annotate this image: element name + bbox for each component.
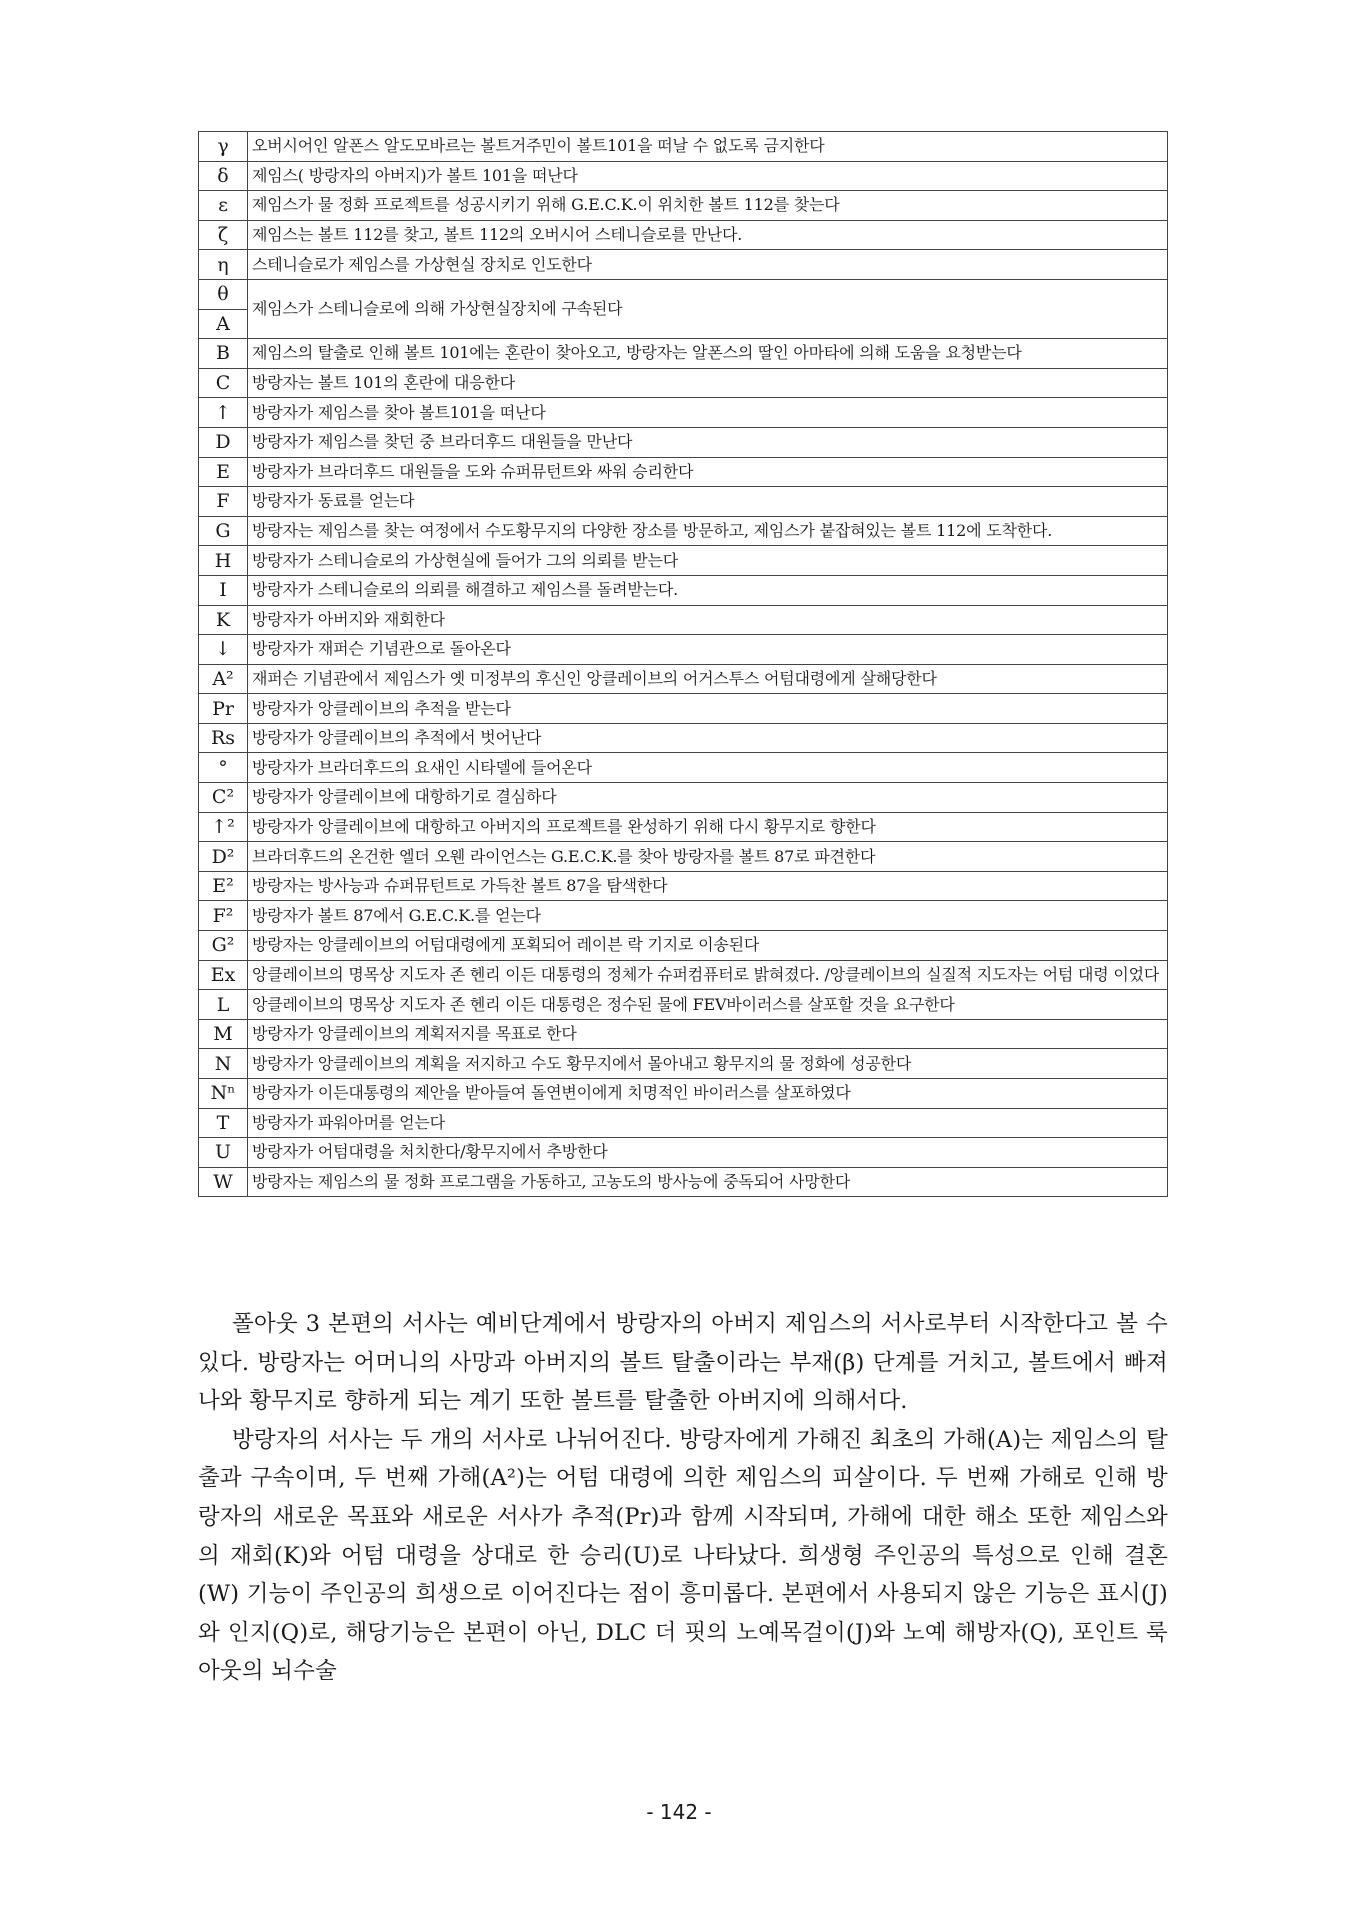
table-row: [199, 812, 1168, 842]
function-description: 방랑자가 앙클레이브에 대항하기로 결심하다: [248, 783, 1168, 813]
function-description: 브라더후드의 온건한 엘더 오웬 라이언스는 G.E.C.K.를 찾아 방랑자를 볼트 87로 파견한다: [248, 842, 1168, 872]
table-body: [199, 132, 1168, 1197]
table-row: [199, 871, 1168, 901]
function-description: 제임스가 물 정화 프로젝트를 성공시키기 위해 G.E.C.K.이 위치한 볼트 112를 찾는다: [248, 191, 1168, 221]
function-symbol: G²: [199, 931, 248, 961]
function-description: 방랑자가 앙클레이브의 계획을 저지하고 수도 황무지에서 몰아내고 황무지의 물 정화에 성공한다: [248, 1049, 1168, 1079]
table-row: [199, 398, 1168, 428]
function-description: 방랑자가 스테니슬로의 가상현실에 들어가 그의 의뢰를 받는다: [248, 546, 1168, 576]
function-symbol: ↓: [199, 635, 248, 665]
table-row: [199, 723, 1168, 753]
table-row: [199, 368, 1168, 398]
function-description: 제임스( 방랑자의 아버지)가 볼트 101을 떠난다: [248, 161, 1168, 191]
function-symbol: L: [199, 990, 248, 1020]
function-symbol: D²: [199, 842, 248, 872]
table-row: [199, 279, 1168, 309]
function-symbol: E: [199, 457, 248, 487]
function-symbol: δ: [199, 161, 248, 191]
function-symbol: F: [199, 487, 248, 517]
table-row: [199, 1049, 1168, 1079]
table-row: [199, 694, 1168, 724]
table-row: [199, 487, 1168, 517]
paragraph-1: 폴아웃 3 본편의 서사는 예비단계에서 방랑자의 아버지 제임스의 서사로부터 시작한다고 볼 수 있다. 방랑자는 어머니의 사망과 아버지의 볼트 탈출이라는 부재(β) 단계를 거치고, 볼트에서 빠져나와 황무지로 향하게 되는 계기 또한 볼트를 탈출한 아버지에 의해서다.: [198, 1311, 1168, 1415]
table-row: [199, 990, 1168, 1020]
table-row: [199, 250, 1168, 280]
function-symbol: I: [199, 575, 248, 605]
function-symbol: Nⁿ: [199, 1079, 248, 1109]
table-row: [199, 1079, 1168, 1109]
table-row: [199, 1138, 1168, 1168]
function-symbol: W: [199, 1167, 248, 1197]
table-row: [199, 753, 1168, 783]
function-symbol: U: [199, 1138, 248, 1168]
body-text: [198, 1305, 1168, 1691]
function-symbol: η: [199, 250, 248, 280]
table-row: [199, 901, 1168, 931]
table-row: [199, 1019, 1168, 1049]
function-symbol: N: [199, 1049, 248, 1079]
table-row: [199, 516, 1168, 546]
function-symbol: °: [199, 753, 248, 783]
function-symbol: A²: [199, 664, 248, 694]
function-description: 스테니슬로가 제임스를 가상현실 장치로 인도한다: [248, 250, 1168, 280]
table-row: [199, 605, 1168, 635]
function-symbol: T: [199, 1108, 248, 1138]
page-number: - 142 -: [646, 1800, 712, 1824]
function-symbol: ζ: [199, 220, 248, 250]
function-description: 방랑자가 동료를 얻는다: [248, 487, 1168, 517]
table-row: [199, 132, 1168, 162]
function-description: 앙클레이브의 명목상 지도자 존 헨리 이든 대통령은 정수된 물에 FEV바이러스를 살포할 것을 요구한다: [248, 990, 1168, 1020]
function-description: 방랑자가 앙클레이브의 추적에서 벗어난다: [248, 723, 1168, 753]
function-symbol: Pr: [199, 694, 248, 724]
function-symbol: A: [199, 309, 248, 339]
function-description: 방랑자가 앙클레이브에 대항하고 아버지의 프로젝트를 완성하기 위해 다시 황무지로 향한다: [248, 812, 1168, 842]
table-row: [199, 783, 1168, 813]
table-row: [199, 457, 1168, 487]
table-row: [199, 842, 1168, 872]
function-symbol: θ: [199, 279, 248, 309]
table-row: [199, 575, 1168, 605]
function-symbol: γ: [199, 132, 248, 162]
function-symbol: F²: [199, 901, 248, 931]
function-symbol: ↑: [199, 398, 248, 428]
function-description: 방랑자가 이든대통령의 제안을 받아들여 돌연변이에게 치명적인 바이러스를 살포하였다: [248, 1079, 1168, 1109]
table-row: [199, 664, 1168, 694]
function-description: 방랑자가 앙클레이브의 계획저지를 목표로 한다: [248, 1019, 1168, 1049]
table-row: [199, 339, 1168, 369]
function-description: 방랑자는 제임스의 물 정화 프로그램을 가동하고, 고농도의 방사능에 중독되어 사망한다: [248, 1167, 1168, 1197]
function-description: 방랑자가 볼트 87에서 G.E.C.K.를 얻는다: [248, 901, 1168, 931]
function-symbol: E²: [199, 871, 248, 901]
table-row: [199, 960, 1168, 990]
function-symbol: Rs: [199, 723, 248, 753]
function-description: 방랑자는 앙클레이브의 어텀대령에게 포획되어 레이븐 락 기지로 이송된다: [248, 931, 1168, 961]
function-symbol: Ex: [199, 960, 248, 990]
function-description: 방랑자는 제임스를 찾는 여정에서 수도황무지의 다양한 장소를 방문하고, 제임스가 붙잡혀있는 볼트 112에 도착한다.: [248, 516, 1168, 546]
table-row: [199, 161, 1168, 191]
function-description: 앙클레이브의 명목상 지도자 존 헨리 이든 대통령의 정체가 슈퍼컴퓨터로 밝혀졌다. /앙클레이브의 실질적 지도자는 어텀 대령 이었다: [248, 960, 1168, 990]
table-row: [199, 191, 1168, 221]
function-symbol: C: [199, 368, 248, 398]
table-row: [199, 546, 1168, 576]
table-row: [199, 1108, 1168, 1138]
function-symbol: C²: [199, 783, 248, 813]
function-symbol: D: [199, 427, 248, 457]
function-symbol: K: [199, 605, 248, 635]
paragraph-2: 방랑자의 서사는 두 개의 서사로 나뉘어진다. 방랑자에게 가해진 최초의 가해(A)는 제임스의 탈출과 구속이며, 두 번째 가해(A²)는 어텀 대령에 의한 제임스의 피살이다. 두 번째 가해로 인해 방랑자의 새로운 목표와 새로운 서사가 추적(Pr)과 함께 시작되며, 가해에 대한 해소 또한 제임스와의 재회(K)와 어텀 대령을 상대로 한 승리(U)로 나타났다. 희생형 주인공의 특성으로 인해 결혼(W) 기능이 주인공의 희생으로 이어진다는 점이 흥미롭다. 본편에서 사용되지 않은 기능은 표시(J)와 인지(Q)로, 해당기능은 본편이 아닌, DLC 더 핏의 노예목걸이(J)와 노예 해방자(Q), 포인트 룩아웃의 뇌수술: [198, 1426, 1168, 1685]
table-row: [199, 1167, 1168, 1197]
function-symbol: ↑²: [199, 812, 248, 842]
function-description: 방랑자가 브라더후드 대원들을 도와 슈퍼뮤턴트와 싸워 승리한다: [248, 457, 1168, 487]
function-symbol: ε: [199, 191, 248, 221]
table-row: [199, 931, 1168, 961]
function-description: 방랑자가 스테니슬로의 의뢰를 해결하고 제임스를 돌려받는다.: [248, 575, 1168, 605]
function-symbol: M: [199, 1019, 248, 1049]
function-description: 방랑자가 파워아머를 얻는다: [248, 1108, 1168, 1138]
function-description: 방랑자가 브라더후드의 요새인 시타델에 들어온다: [248, 753, 1168, 783]
function-description: 제임스는 볼트 112를 찾고, 볼트 112의 오버시어 스테니슬로를 만난다.: [248, 220, 1168, 250]
function-symbol: H: [199, 546, 248, 576]
function-description: 오버시어인 알폰스 알도모바르는 볼트거주민이 볼트101을 떠날 수 없도록 금지한다: [248, 132, 1168, 162]
function-description: 방랑자가 제임스를 찾아 볼트101을 떠난다: [248, 398, 1168, 428]
table-row: [199, 427, 1168, 457]
function-description: 방랑자가 어텀대령을 처치한다/황무지에서 추방한다: [248, 1138, 1168, 1168]
function-symbol: G: [199, 516, 248, 546]
function-symbol: B: [199, 339, 248, 369]
function-description: 방랑자가 앙클레이브의 추적을 받는다: [248, 694, 1168, 724]
function-description: 방랑자는 볼트 101의 혼란에 대응한다: [248, 368, 1168, 398]
function-description: 제임스의 탈출로 인해 볼트 101에는 혼란이 찾아오고, 방랑자는 알폰스의 딸인 아마타에 의해 도움을 요청받는다: [248, 339, 1168, 369]
table-row: [199, 635, 1168, 665]
function-description: 방랑자는 방사능과 슈퍼뮤턴트로 가득찬 볼트 87을 탐색한다: [248, 871, 1168, 901]
table-row: [199, 220, 1168, 250]
function-description: 방랑자가 아버지와 재회한다: [248, 605, 1168, 635]
function-description: 재퍼슨 기념관에서 제임스가 옛 미정부의 후신인 앙클레이브의 어거스투스 어텀대령에게 살해당한다: [248, 664, 1168, 694]
function-description: 방랑자가 재퍼슨 기념관으로 돌아온다: [248, 635, 1168, 665]
function-description: 방랑자가 제임스를 찾던 중 브라더후드 대원들을 만난다: [248, 427, 1168, 457]
function-description: 제임스가 스테니슬로에 의해 가상현실장치에 구속된다: [248, 279, 1168, 338]
narrative-function-table: [198, 131, 1168, 1197]
